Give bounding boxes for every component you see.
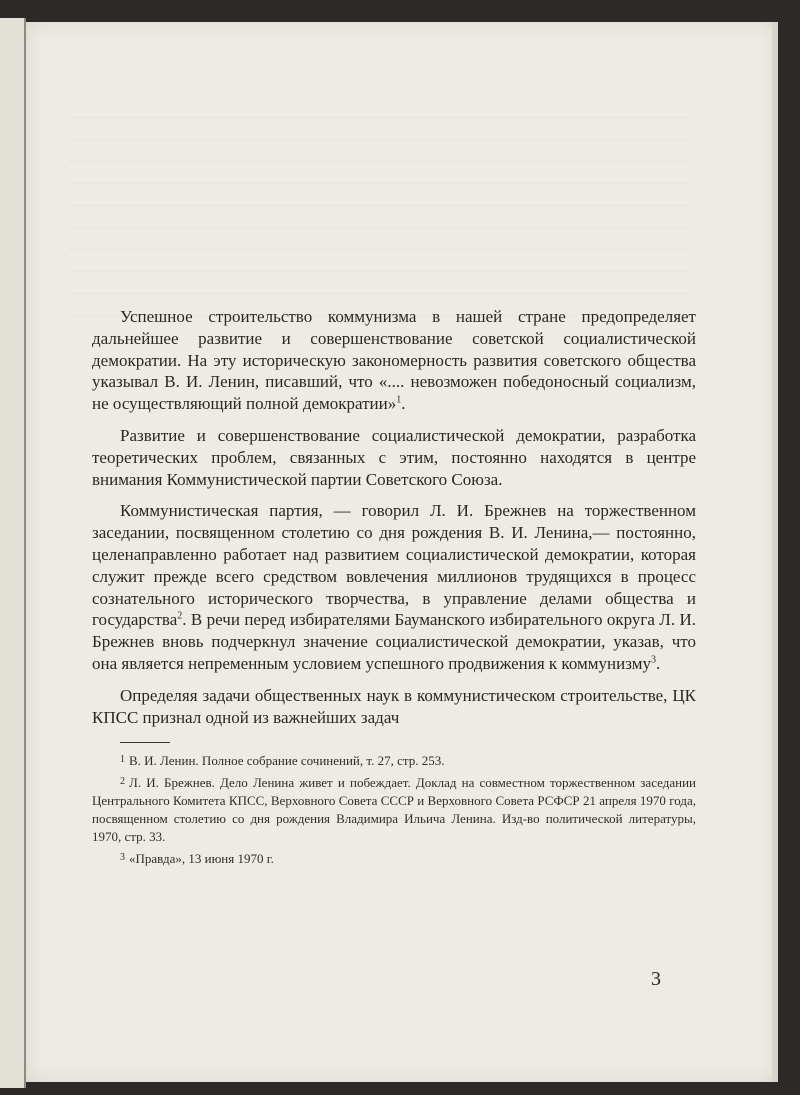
footnote-ref-1: 1 [396, 394, 402, 406]
footnote-ref-3: 3 [650, 654, 656, 666]
footnote-ref-2: 2 [177, 610, 183, 622]
footnote-1: $^1$ В. И. Ленин. Полное собрание сочинений, т. 27, стр. 253. [120, 753, 445, 769]
paragraph-1: Успешное строительство коммунизма в нашей стране предопределяет дальнейшее развитие и совершенствование советской социалистической демократии. На эту историческую закономерность развития советского общества указывал В. И. Ленин, писавший, что «.... невозможен победоносный социализм, не осуществляющий полной демократии»$^1$. [92, 307, 696, 414]
paragraph-4: Определяя задачи общественных наук в коммунистическом строительстве, ЦК КПСС признал одной из важнейших задач [92, 685, 696, 727]
footnote-2: $^2$ Л. И. Брежнев. Дело Ленина живет и побеждает. Доклад на совместном торжественном заседании Центрального Комитета КПСС, Верховного Совета СССР и Верховного Совета РСФСР 21 апреля 1970 года, посвященном столетию со дня рождения Владимира Ильича Ленина. Изд-во политической литературы, 1970, стр. 33. [92, 775, 696, 845]
footnote-divider [120, 742, 170, 743]
footnote-3: $^3$ «Правда», 13 июня 1970 г. [120, 851, 274, 867]
previous-page-edge [0, 18, 26, 1088]
footnotes [92, 751, 696, 868]
page-edge-shadow [772, 22, 778, 1082]
main-text [92, 306, 696, 871]
paragraph-3: Коммунистическая партия, — говорил Л. И. Брежнев на торжественном заседании, посвященном столетию со дня рождения В. И. Ленина,— постоянно, целенаправленно работает над развитием социалистической демократии, которая служит прежде всего средством вовлечения миллионов трудящихся в процесс сознательного исторического творчества, в управление делами общества и государства$^2$. В речи перед избирателями Бауманского избирательного округа Л. И. Брежнев вновь подчеркнул значение социалистической демократии, указав, что она является непременным условием успешного продвижения к коммунизму$^3$. [92, 501, 696, 673]
page-number: 3 [651, 968, 661, 990]
paragraph-2: Развитие и совершенствование социалистической демократии, разработка теоретических проблем, связанных с этим, постоянно находятся в центре внимания Коммунистической партии Советского Союза. [92, 425, 696, 489]
show-through-texture [70, 96, 690, 316]
